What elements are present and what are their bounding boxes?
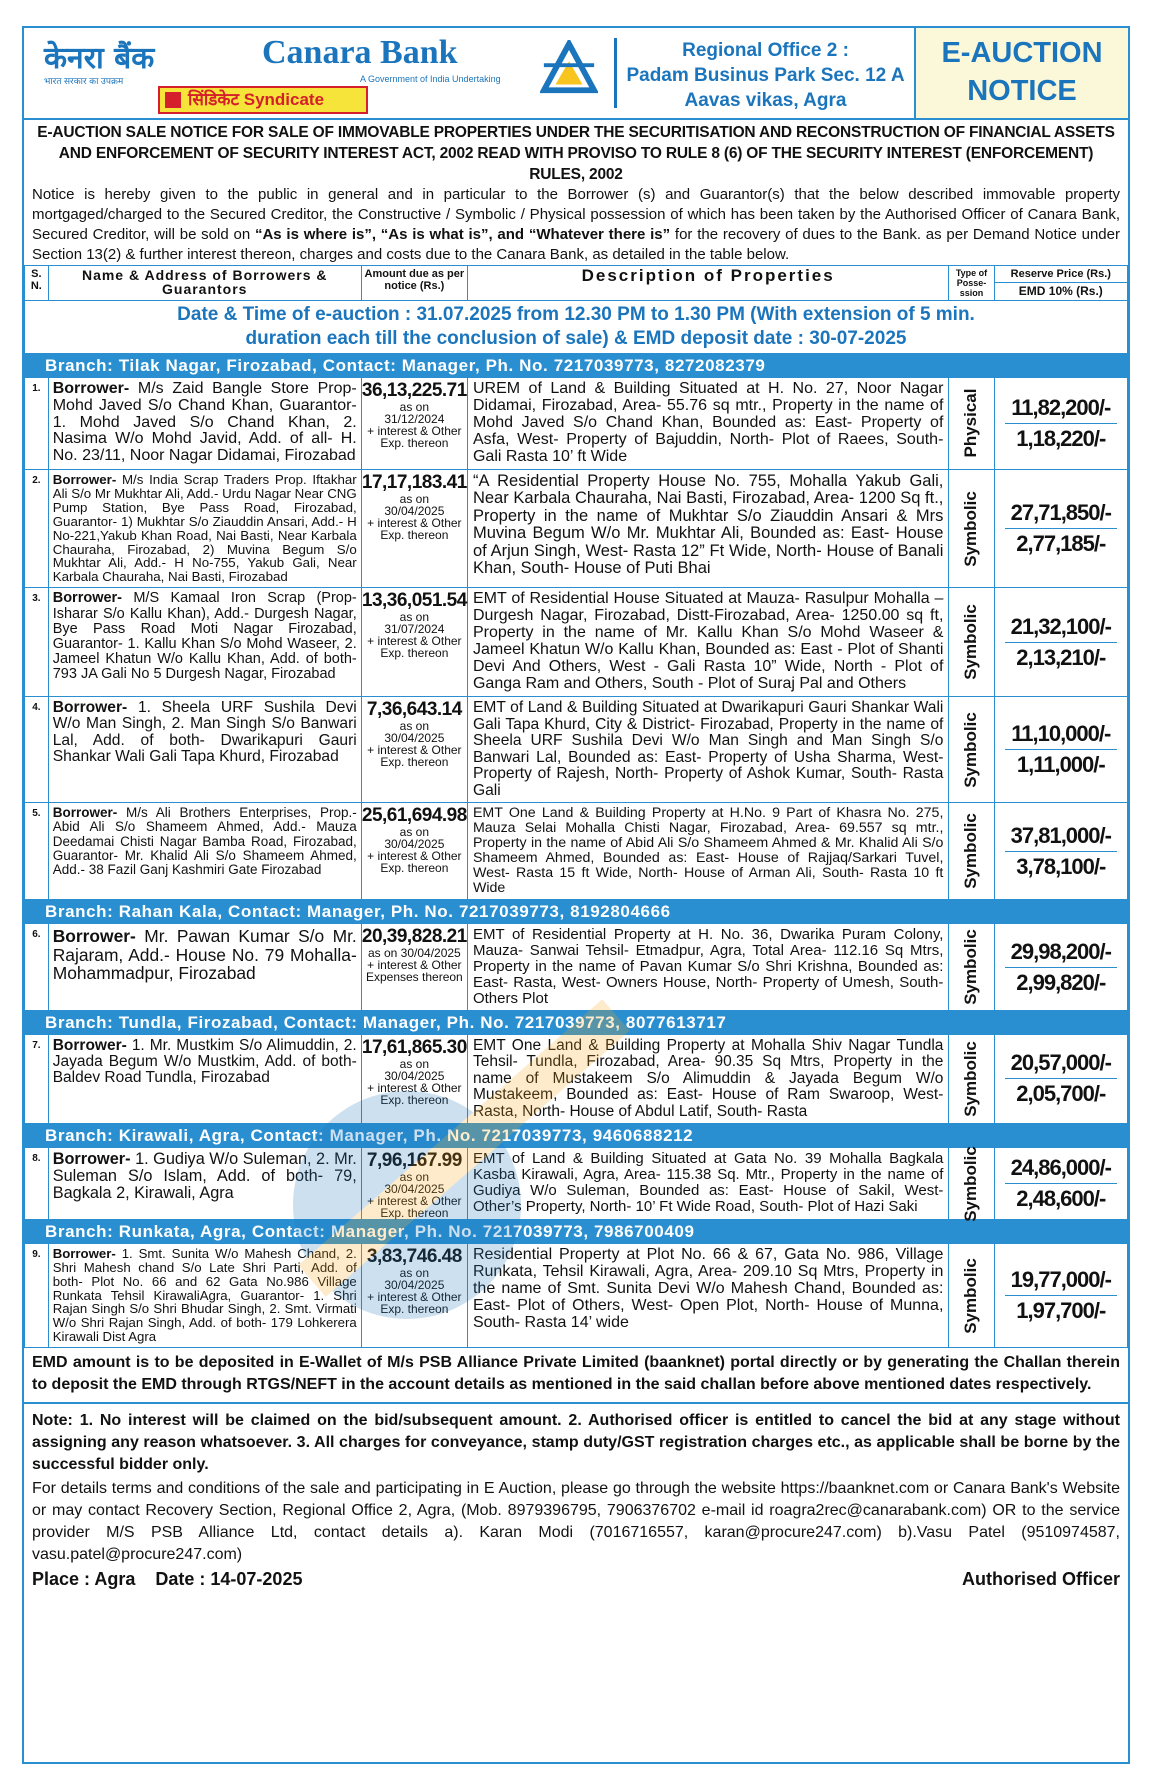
amount-date: 30/04/2025 — [384, 503, 445, 518]
branch-contact: Branch: Kirawali, Agra, Contact: Manager, Ph. No. 7217039773, 9460688212 — [25, 1124, 1128, 1148]
branch-row — [25, 354, 1128, 378]
reserve-price: 19,77,000/- — [1010, 1267, 1111, 1293]
notice-text-2: for the recovery of dues to the Bank. as per Demand Notice under Section 13(2) & further interest thereon, charges and costs due to the Canara Bank, as detailed in the table below. — [32, 226, 1120, 263]
amount-value: 17,17,183.41 — [361, 471, 467, 493]
table-header-row — [25, 266, 1128, 301]
borrower-label: Borrower- — [52, 380, 130, 397]
borrower-details — [48, 803, 361, 900]
table-row — [25, 378, 1128, 470]
bank-logo-block — [24, 28, 614, 118]
possession-type-label: Symbolic — [961, 1145, 981, 1222]
amount-as-on: as on 30/04/2025 — [367, 946, 461, 961]
possession-type — [949, 1244, 994, 1348]
borrower-details — [48, 588, 361, 697]
borrower-details — [48, 697, 361, 803]
branch-row — [25, 900, 1128, 924]
signature-row — [24, 1566, 1128, 1592]
amount-as-on: as on — [399, 825, 430, 840]
emd-note: EMD amount is to be deposited in E-Wallet of M/s PSB Alliance Private Limited (baanknet) portal directly or by generating the Challan therein to deposit the EMD through RTGS/NEFT in the account details as mentioned in the said challan before above mentioned dates respectively. — [24, 1348, 1128, 1404]
auction-datetime — [25, 301, 1128, 354]
serial-number: 8. — [25, 1148, 49, 1220]
borrower-label: Borrower- — [52, 805, 118, 821]
possession-type — [949, 378, 994, 470]
serial-number: 9. — [25, 1244, 49, 1348]
table-body — [25, 301, 1128, 1348]
amount-due — [361, 469, 467, 588]
amount-as-on: as on — [399, 1056, 430, 1071]
amount-value: 13,36,051.54 — [361, 590, 467, 612]
amount-value: 20,39,828.21 — [361, 926, 467, 948]
bank-name-english: Canara Bank — [262, 34, 458, 71]
authorised-officer: Authorised Officer — [961, 1569, 1120, 1590]
syndicate-logo-icon — [165, 92, 181, 108]
syndicate-badge — [158, 86, 368, 114]
reserve-price: 20,57,000/- — [1010, 1050, 1111, 1076]
serial-number: 2. — [25, 469, 49, 588]
auction-datetime-row — [25, 301, 1128, 354]
amount-value: 7,36,643.14 — [366, 699, 462, 721]
table-row — [25, 1034, 1128, 1123]
footer — [24, 1348, 1128, 1592]
amount-value: 7,96,167.99 — [366, 1150, 462, 1172]
amount-date: 30/04/2025 — [384, 731, 445, 746]
emd-amount: 3,78,100/- — [1016, 853, 1106, 879]
branch-contact: Branch: Tundla, Firozabad, Contact: Manager, Ph. No. 7217039773, 8077613717 — [25, 1010, 1128, 1034]
possession-type — [949, 1145, 994, 1222]
amount-interest: + interest & Other Exp. thereon — [367, 849, 462, 876]
header-emd: EMD 10% (Rs.) — [1018, 284, 1103, 298]
borrower-text: 1. Smt. Sunita W/o Mahesh Chand, 2. Shri Mahesh chand S/o Late Shri Parti, Add. of both- Plot No. 66 and 62 Gata No.986 Village Runkata Tehsil KirawaliAgra, Guarantor- 1. Shri Rajan Singh S/o Shri Bhudar Singh, 2. Smt. Virmati W/o Shri Rajan Singh, Add. of both- 179 Lohkerera Kirawali Dist Agra — [52, 1246, 357, 1345]
table-row — [25, 1148, 1128, 1220]
notice-text-bold: “As is where is”, “As is what is”, and “Whatever there is” — [254, 226, 671, 243]
borrower-text: 1. Mr. Mustkim S/o Alimuddin, 2. Jayada Begum W/o Mustkim, Add. of both- Baldev Road Tundla, Firozabad — [52, 1036, 357, 1087]
borrower-details — [48, 469, 361, 588]
amount-due — [361, 924, 467, 1010]
branch-contact: Branch: Runkata, Agra, Contact: Manager, Ph. No. 7217039773, 7986700409 — [25, 1220, 1128, 1244]
branch-contact: Branch: Rahan Kala, Contact: Manager, Ph. No. 7217039773, 8192804666 — [25, 900, 1128, 924]
amount-interest: + interest & Other Expenses thereon — [365, 958, 463, 985]
borrower-text: 1. Sheela URF Sushila Devi W/o Man Singh, 2. Man Singh S/o Banwari Lal, Add. of both- Dwarikapuri Gauri Shankar Wali Gali Tapa Khurd, Firozabad — [52, 699, 357, 766]
eauction-title — [914, 28, 1128, 118]
header-reserve: Reserve Price (Rs.) — [995, 266, 1127, 283]
serial-number: 1. — [25, 378, 49, 470]
note-text: Note: 1. No interest will be claimed on the bid/subsequent amount. 2. Authorised officer is entitled to cancel the bid at any stage without assigning any reason whatsoever. 3. All charges for conveyance, stamp duty/GST registration charges etc., as applicable shall be borne by the successful bidder only. — [32, 1412, 1120, 1474]
amount-interest: + interest & Other Exp. thereon — [367, 1080, 462, 1107]
reserve-emd-cell — [994, 697, 1127, 803]
emd-amount: 1,97,700/- — [1016, 1298, 1106, 1324]
sale-notice-heading: E-AUCTION SALE NOTICE FOR SALE OF IMMOVABLE PROPERTIES UNDER THE SECURITISATION AND RECONSTRUCTION OF FINANCIAL ASSETS AND ENFORCEMENT OF SECURITY INTEREST ACT, 2002 READ WITH PROVISO TO RULE 8 (6) OF THE SECURITY INTEREST (ENFORCEMENT) RULES, 2002 — [37, 124, 1115, 183]
property-description: EMT One Land & Building Property at H.No. 9 Part of Khasra No. 275, Mauza Selai Mohalla Chisti Nagar, Firozabad, Area- 69.557 sq mtr., Property in the name of Abid Ali S/o Shameem Ahmed & Mr. Khalid Ali S/o Shameem Ahmed, Bounded as: East- House of Rajjaq/Sarkari Tuvel, West- Rasta 15 ft Wide, North- House of Arman Ali, South- Rasta 10 ft Wide — [467, 803, 948, 900]
amount-as-on: as on — [399, 491, 430, 506]
auction-datetime-line-2: duration each till the conclusion of sale) & EMD deposit date : 30-07-2025 — [245, 328, 907, 349]
regional-office-address — [614, 38, 914, 111]
borrower-details — [48, 1034, 361, 1123]
amount-date: 30/04/2025 — [384, 1068, 445, 1083]
branch-row — [25, 1010, 1128, 1034]
table-row — [25, 803, 1128, 900]
possession-type-label: Symbolic — [961, 1041, 981, 1117]
borrower-label: Borrower- — [52, 926, 136, 947]
branch-row — [25, 1124, 1128, 1148]
possession-type — [949, 469, 994, 588]
amount-due — [361, 1148, 467, 1220]
serial-number: 5. — [25, 803, 49, 900]
reserve-emd-cell — [994, 378, 1127, 470]
amount-as-on: as on — [399, 719, 430, 734]
notice-paragraph — [24, 185, 1128, 265]
reserve-price: 11,82,200/- — [1011, 394, 1111, 420]
header-amount: Amount due as per notice (Rs.) — [361, 266, 467, 301]
borrower-label: Borrower- — [52, 1246, 116, 1262]
table-row — [25, 924, 1128, 1010]
place-date: Place : Agra Date : 14-07-2025 — [32, 1569, 303, 1590]
amount-value: 3,83,746.48 — [366, 1246, 462, 1268]
auction-datetime-line-1: Date & Time of e-auction : 31.07.2025 from 12.30 PM to 1.30 PM (With extension of 5 min. — [177, 304, 975, 325]
borrower-label: Borrower- — [52, 590, 123, 607]
borrower-details — [48, 378, 361, 470]
serial-number: 7. — [25, 1034, 49, 1123]
possession-type-label: Symbolic — [961, 604, 981, 681]
amount-as-on: as on — [399, 400, 430, 414]
table-row — [25, 588, 1128, 697]
office-line-1: Regional Office 2 : — [682, 40, 849, 61]
serial-number: 3. — [25, 588, 49, 697]
borrower-text: M/S Kamaal Iron Scrap (Prop- Isharar S/o Kallu Khan), Add.- Durgesh Nagar, Bye Pass Road Moti Nagar Firozabad, Guarantor- 1. Kallu Khan S/o Mohd Waseer, 2. Jameel Khatun W/o Kallu Khan, Add. of both- 793 JA Gali No 5 Durgesh Nagar, Firozabad — [52, 590, 357, 683]
amount-due — [361, 1034, 467, 1123]
possession-type-label: Symbolic — [961, 711, 981, 788]
amount-interest: + interest & Other Exp. thereon — [367, 1290, 462, 1317]
reserve-emd-cell — [994, 1244, 1127, 1348]
property-description: Residential Property at Plot No. 66 & 67, Gata No. 986, Village Runkata, Tehsil Kirawali, Agra, Area- 209.10 Sq Mtrs, Property in the name of Smt. Sunita Devi W/o Mahesh Chand, Bounded as: East- Plot of Others, West- Open Plot, North- House of Munna, South- Rasta 14’ wide — [467, 1244, 948, 1348]
borrower-text: M/s India Scrap Traders Prop. Iftakhar Ali S/o Mr Mukhtar Ali, Add.- Urdu Nagar Near CNG Pump Station, Bye Pass Road, Firozabad, Guarantor- 1) Mukhtar S/o Ziauddin Ansari, Add.- H No-221,Yakub Khan Road, Nai Basti, Near Karbala Chauraha, Firozabad, 2) Muvina Begum S/o Mukhtar Ali, Add.- H No-755, Yakub Gali, Near Karbala Chauraha, Nai Basti, Firozabad — [52, 471, 357, 585]
bank-name-hindi: केनरा बैंक — [44, 41, 155, 76]
tagline-hindi: भारत सरकार का उपक्रम — [44, 76, 124, 86]
office-line-2: Padam Businus Park Sec. 12 A — [626, 65, 905, 86]
syndicate-label: सिंडिकेट Syndicate — [188, 90, 325, 109]
amount-interest: + interest & Other Exp. thereon — [367, 515, 462, 542]
borrower-text: Mr. Pawan Kumar S/o Mr. Rajaram, Add.- House No. 79 Mohalla- Mohammadpur, Firozabad — [52, 926, 357, 984]
borrower-text: 1. Gudiya W/o Suleman, 2. Mr. Suleman S/o Islam, Add. of both- 79, Bagkala 2, Kirawali, Agra — [52, 1150, 357, 1203]
amount-value: 25,61,694.98 — [361, 805, 467, 827]
property-description: EMT of Land & Building Situated at Dwarikapuri Gauri Shankar Wali Gali Tapa Khurd, City & District- Firozabad, Property in the name of Sheela URF Sushila Devi W/o Man Singh and Man Singh S/o Banwari Lal, Bounded as: East- Property of Usha Sharma, West- Property of Rajesh, North- Property of Ashok Kumar, South- Rasta Gali — [467, 697, 948, 803]
emd-amount: 1,18,220/- — [1016, 425, 1106, 451]
possession-type-label: Symbolic — [961, 490, 981, 567]
reserve-emd-cell — [994, 469, 1127, 588]
borrower-details — [48, 924, 361, 1010]
possession-type — [949, 697, 994, 803]
table-row — [25, 697, 1128, 803]
office-line-3: Aavas vikas, Agra — [684, 90, 847, 111]
eauction-title-line-2: NOTICE — [967, 75, 1077, 107]
amount-date: 30/04/2025 — [384, 1182, 445, 1197]
amount-interest: + interest & Other Exp. thereon — [367, 743, 462, 770]
reserve-price: 24,86,000/- — [1010, 1155, 1111, 1181]
notice-page — [22, 26, 1130, 1764]
property-description: EMT of Residential Property at H. No. 36, Dwarika Puram Colony, Mauza- Sanwai Tehsil- Etmadpur, Agra, Total Area- 112.16 Sq Mtrs, Property in the name of Pavan Kumar S/o Shri Krishna, Bounded as: East- Rasta, West- Owners House, North- Property of Umesh, South- Others Plot — [467, 924, 948, 1010]
reserve-price: 37,81,000/- — [1010, 822, 1111, 848]
amount-as-on: as on — [399, 1170, 430, 1185]
properties-table — [24, 265, 1128, 1348]
emd-amount: 1,11,000/- — [1016, 752, 1105, 778]
reserve-emd-cell — [994, 588, 1127, 697]
reserve-emd-cell — [994, 1148, 1127, 1220]
header-sn: S. N. — [25, 266, 49, 301]
possession-type-label: Symbolic — [961, 1257, 981, 1334]
amount-date: 31/07/2024 — [384, 622, 445, 637]
property-description: EMT of Residential House Situated at Mauza- Rasulpur Mohalla –Durgesh Nagar, Firozabad, Distt-Firozabad, Area- 1250.00 sq ft, Property in the name of Mr. Kallu Khan S/o Mohd Waseer & Jameel Khatun W/o Kallu Khan, Bounded as: East - Plot of Shanti Devi And Others, West - Gali Rasta 10” Wide, North - Plot of Ganga Ram and Others, South - Plot of Suraj Pal and Others — [467, 588, 948, 697]
amount-due — [361, 1244, 467, 1348]
possession-type-label: Symbolic — [961, 929, 981, 1005]
reserve-price: 21,32,100/- — [1010, 613, 1111, 639]
reserve-emd-cell — [994, 803, 1127, 900]
reserve-emd-cell — [994, 924, 1127, 1010]
amount-value: 17,61,865.30 — [361, 1036, 467, 1058]
header-type: Type of Posse- ssion — [949, 266, 994, 301]
amount-as-on: as on — [399, 1266, 430, 1281]
amount-as-on: as on — [399, 610, 430, 625]
borrower-label: Borrower- — [52, 471, 117, 487]
emd-amount: 2,13,210/- — [1016, 644, 1106, 670]
amount-value: 36,13,225.71 — [361, 380, 467, 401]
canara-logo-icon — [540, 40, 598, 98]
borrower-details — [48, 1148, 361, 1220]
possession-type-label: Physical — [961, 388, 981, 458]
header-names: Name & Address of Borrowers & Guarantors — [48, 266, 361, 301]
reserve-emd-cell — [994, 1034, 1127, 1123]
table-row — [25, 1244, 1128, 1348]
borrower-details — [48, 1244, 361, 1348]
borrower-label: Borrower- — [52, 699, 128, 717]
possession-type — [949, 803, 994, 900]
property-description: UREM of Land & Building Situated at H. No. 27, Noor Nagar Didamai, Firozabad, Area- 55.76 sq mtr., Property in the name of Mohd Javed S/o Chand Khan, Bounded as: East- Property of Asfa, West- Property of Bajuddin, North- Plot of Raees, South- Gali Rasta 10’ ft Wide — [467, 378, 948, 470]
possession-type — [949, 924, 994, 1010]
borrower-text: M/s Ali Brothers Enterprises, Prop.- Abid Ali S/o Shameem Ahmed, Add.- Mauza Deedamai Chisti Nagar Bamba Road, Firozabad, Guarantor- Mr. Khalid Ali S/o Shameem Ahmed, Add.- 38 Fazil Ganj Kashmiri Gate Firozabad — [52, 805, 357, 877]
possession-type — [949, 1034, 994, 1123]
amount-date: 30/04/2025 — [384, 837, 445, 852]
reserve-price: 11,10,000/- — [1011, 721, 1111, 747]
property-description: “A Residential Property House No. 755, Mohalla Yakub Gali, Near Karbala Chauraha, Nai Basti, Firozabad, Area- 1200 Sq ft., Property in the name of Mukhtar S/o Ziauddin Ansari & Mrs Muvina Begum W/o Mr. Mukhtar Ali, Bounded as: East- House of Arjun Singh, West- Rasta 12” Ft Wide, North- House of Banali Khan, South- House of Puti Bhai — [467, 469, 948, 588]
amount-due — [361, 697, 467, 803]
header — [24, 28, 1128, 120]
emd-amount: 2,99,820/- — [1016, 969, 1106, 995]
amount-date: 31/12/2024 — [384, 412, 445, 426]
emd-amount: 2,05,700/- — [1016, 1081, 1106, 1107]
branch-row — [25, 1220, 1128, 1244]
amount-interest: + interest & Other Exp. thereon — [367, 424, 462, 450]
terms-note — [24, 1404, 1128, 1476]
reserve-price: 27,71,850/- — [1010, 500, 1111, 526]
property-description: EMT of Land & Building Situated at Gata No. 39 Mohalla Bagkala Kasba Kirawali, Agra, Area- 115.38 Sq. Mtr., Property in the name of Gudiya W/o Suleman, Bounded as: East- House of Sakil, West- Other’s Property, North- 10’ Ft Wide Road, South- Plot of Hazi Saki — [467, 1148, 948, 1220]
eauction-title-line-1: E-AUCTION — [941, 37, 1103, 69]
header-description: Description of Properties — [467, 266, 948, 301]
amount-date: 30/04/2025 — [384, 1278, 445, 1293]
branch-contact: Branch: Tilak Nagar, Firozabad, Contact: Manager, Ph. No. 7217039773, 8272082379 — [25, 354, 1128, 378]
borrower-text: M/s Zaid Bangle Store Prop- Mohd Javed S/o Chand Khan, Guarantor- 1. Mohd Javed S/o Chand Khan, 2. Nasima W/o Mohd Javid, Add. of all- H. No. 23/11, Noor Nagar Didamai, Firozabad — [52, 380, 357, 465]
emd-amount: 2,77,185/- — [1016, 531, 1106, 557]
serial-number: 4. — [25, 697, 49, 803]
serial-number: 6. — [25, 924, 49, 1010]
borrower-label: Borrower- — [52, 1036, 127, 1054]
property-description: EMT One Land & Building Property at Mohalla Shiv Nagar Tundla Tehsil- Tundla, Firozabad, Area- 90.35 Sq Mtrs, Property in the name of Mustakeem S/o Alimuddin & Jayada Begum W/o Mustakeem, Bounded as: East- House of Ram Swaroop, West- Rasta, North- House of Abdul Latif, South- Rasta — [467, 1034, 948, 1123]
amount-due — [361, 588, 467, 697]
possession-type — [949, 588, 994, 697]
amount-interest: + interest & Other Exp. thereon — [367, 1194, 462, 1221]
notice-text-1: Notice is hereby given to the public in general and in particular to the Borrower (s) and Guarantor(s) that the below described immovable property mortgaged/charged to the Secured Creditor, the Constructive / Symbolic / Physical possession of which has been taken by the Authorised Officer of Canara Bank, Secured Creditor, will be sold on — [32, 186, 1120, 243]
contact-details: For details terms and conditions of the sale and participating in E Auction, please go through the website https://baanknet.com or Canara Bank's Website or may contact Recovery Section, Regional Office 2, Agra, (Mob. 8979396795, 7906376702 e-mail id roagra2rec@canarabank.com) OR to the service provider M/S PSB Alliance Ltd, contact details a). Karan Modi (7016716557, karan@procure247.com) b).Vasu Patel (9510974587, vasu.patel@procure247.com) — [32, 1480, 1120, 1564]
emd-amount: 2,48,600/- — [1016, 1186, 1106, 1212]
borrower-label: Borrower- — [52, 1150, 131, 1169]
amount-due — [361, 803, 467, 900]
possession-type-label: Symbolic — [961, 813, 981, 890]
reserve-price: 29,98,200/- — [1010, 938, 1111, 964]
tagline-english: A Government of India Undertaking — [360, 74, 501, 84]
header-reserve-emd — [994, 266, 1127, 301]
table-row — [25, 469, 1128, 588]
amount-due — [361, 378, 467, 470]
amount-interest: + interest & Other Exp. thereon — [367, 634, 462, 661]
